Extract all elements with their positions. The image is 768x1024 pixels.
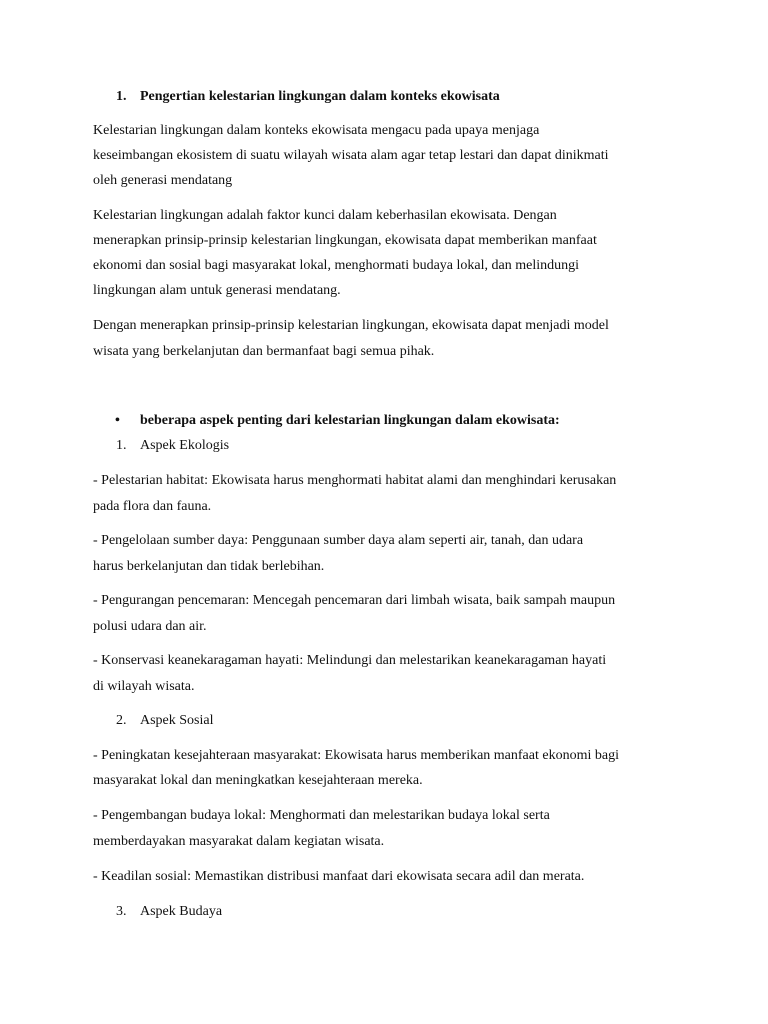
paragraph-line: oleh generasi mendatang (93, 173, 233, 188)
aspect-title: Aspek Ekologis (140, 438, 230, 453)
paragraph-line: Kelestarian lingkungan dalam konteks ekowisata mengacu pada upaya menjaga (93, 123, 540, 138)
list-item-line: polusi udara dan air. (93, 619, 207, 634)
list-item-line: - Keadilan sosial: Memastikan distribusi manfaat dari ekowisata secara adil dan merata. (93, 869, 585, 884)
list-item-line: - Konservasi keanekaragaman hayati: Melindungi dan melestarikan keanekaragaman hayati (93, 653, 607, 668)
paragraph-line: Dengan menerapkan prinsip-prinsip kelestarian lingkungan, ekowisata dapat menjadi model (93, 318, 609, 333)
list-number: 1. (116, 438, 127, 453)
list-item-line: memberdayakan masyarakat dalam kegiatan wisata. (93, 834, 385, 849)
aspect-title: Aspek Budaya (140, 904, 223, 919)
paragraph-line: keseimbangan ekosistem di suatu wilayah wisata alam agar tetap lestari dan dapat dinikmati (93, 148, 609, 163)
list-item-line: masyarakat lokal dan meningkatkan kesejahteraan mereka. (93, 773, 423, 788)
list-item-line: harus berkelanjutan dan tidak berlebihan. (93, 559, 325, 574)
list-item-line: - Peningkatan kesejahteraan masyarakat: Ekowisata harus memberikan manfaat ekonomi bagi (93, 748, 619, 763)
aspect-title: Aspek Sosial (140, 713, 214, 728)
section-heading: Pengertian kelestarian lingkungan dalam konteks ekowisata (140, 89, 500, 104)
list-number: 3. (116, 904, 127, 919)
paragraph-line: Kelestarian lingkungan adalah faktor kunci dalam keberhasilan ekowisata. Dengan (93, 208, 557, 223)
paragraph-line: menerapkan prinsip-prinsip kelestarian lingkungan, ekowisata dapat memberikan manfaat (93, 233, 597, 248)
list-item-line: di wilayah wisata. (93, 679, 195, 694)
paragraph-line: lingkungan alam untuk generasi mendatang. (93, 283, 341, 298)
list-item-line: - Pengurangan pencemaran: Mencegah pencemaran dari limbah wisata, baik sampah maupun (93, 593, 616, 608)
paragraph-line: wisata yang berkelanjutan dan bermanfaat bagi semua pihak. (93, 344, 435, 359)
bullet-heading: beberapa aspek penting dari kelestarian lingkungan dalam ekowisata: (140, 413, 560, 428)
list-item-line: - Pengembangan budaya lokal: Menghormati dan melestarikan budaya lokal serta (93, 808, 550, 823)
list-item-line: pada flora dan fauna. (93, 499, 212, 514)
list-item-line: - Pelestarian habitat: Ekowisata harus menghormati habitat alami dan menghindari kerusakan (93, 473, 617, 488)
paragraph-line: ekonomi dan sosial bagi masyarakat lokal, menghormati budaya lokal, dan melindungi (93, 258, 579, 273)
bullet-marker: • (115, 413, 120, 428)
list-item-line: - Pengelolaan sumber daya: Penggunaan sumber daya alam seperti air, tanah, dan udara (93, 533, 584, 548)
list-number: 2. (116, 713, 127, 728)
heading-number: 1. (116, 89, 127, 104)
